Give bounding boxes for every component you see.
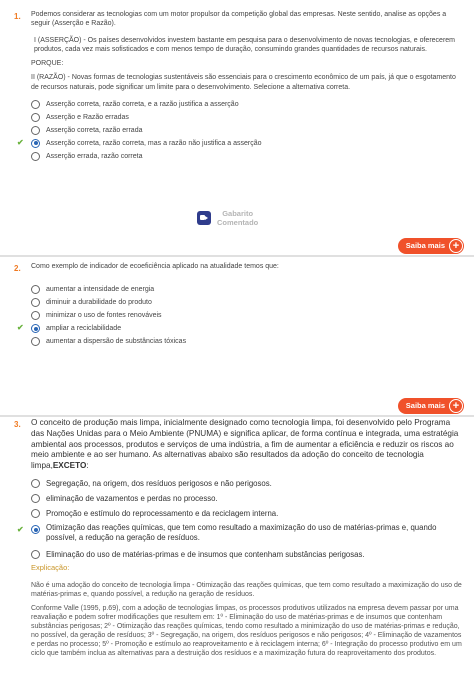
- option-a[interactable]: [31, 283, 463, 296]
- question-emphasis: EXCETO: [52, 461, 87, 471]
- radio-button[interactable]: [31, 479, 40, 488]
- options-list: [17, 476, 463, 562]
- saiba-mais-button[interactable]: [398, 398, 464, 414]
- option-d[interactable]: [17, 521, 463, 547]
- question-number: 3.: [14, 420, 21, 429]
- option-label: Segregação, na origem, dos resíduos perigosos e não perigosos.: [46, 478, 272, 488]
- option-label: Asserção e Razão erradas: [46, 113, 129, 121]
- option-e[interactable]: [31, 150, 463, 163]
- radio-button[interactable]: [31, 126, 40, 135]
- question-body: [17, 262, 463, 348]
- option-label: Asserção correta, razão errada: [46, 126, 143, 134]
- option-c[interactable]: [31, 309, 463, 322]
- question-body: [17, 10, 463, 163]
- option-label: diminuir a durabilidade do produto: [46, 299, 152, 307]
- question-main-text: O conceito de produção mais limpa, inicialmente designado como tecnologia limpa, foi desenvolvido pelo Programa das Nações Unidas para o Meio Ambiente (PNUMA) e significa aplicar, de forma contínua e integrada, uma estratégia ambiental aos processos, produtos e serviços de uma indústria, a fim de aumentar a eficiência e reduzir os riscos ao meio ambiente e ao ser humano. As alternativas abaixo são resultados da adoção do conceito de tecnologia limpa,: [31, 418, 459, 471]
- question-assertion: I (ASSERÇÃO) - Os países desenvolvidos investem bastante em pesquisa para o desenvolvimento de novas tecnologias, e oferecerem produtos, cada vez mais sofisticados e com menos tempo de duração, consumindo grandes quantidades de recursos naturais.: [34, 37, 455, 54]
- gabarito-comentado-button[interactable]: [197, 209, 258, 227]
- explanation-paragraph-1: Não é uma adoção do conceito de tecnologia limpa - Otimização das reações químicas, que tem como resultado a maximização do uso de matérias-primas e, quando possível, a redução na geração de resíduos.: [31, 581, 462, 598]
- correct-check-icon: ✔: [17, 137, 24, 147]
- radio-button[interactable]: [31, 298, 40, 307]
- saiba-mais-button[interactable]: [398, 238, 464, 254]
- question-number: 1.: [14, 12, 21, 21]
- options-list: [17, 283, 463, 348]
- option-e[interactable]: [31, 335, 463, 348]
- option-label: aumentar a intensidade de energia: [46, 286, 155, 294]
- option-d[interactable]: [17, 137, 463, 150]
- options-list: [17, 98, 463, 163]
- option-label: Promoção e estímulo do reprocessamento e da reciclagem interna.: [46, 508, 279, 518]
- radio-button[interactable]: [31, 311, 40, 320]
- explanation-title: Explicação:: [31, 563, 70, 572]
- saiba-mais-label: Saiba mais: [405, 241, 445, 251]
- explanation-section: [31, 563, 463, 664]
- gabarito-line2: Comentado: [217, 218, 259, 227]
- explanation-paragraph-2: Conforme Valle (1995, p.69), com a adoção de tecnologias limpas, os processos produtivos utilizados na empresa devem passar por uma reavaliação e podem sofrer modificações que resultem em: 1º - Eliminação do uso de matérias-primas e de insumos que contenham substâncias perigosas; 2º - Otimização das reações químicas, tendo como resultado a minimização do uso de matérias-primas e redução, no possível, da geração de resíduos; 3º - Segregação, na origem, dos resíduos perigosos e não perigosos; 4º - Eliminação de vazamentos e perdas no processo; 5º - Promoção e estímulo ao reaproveitamento e à reciclagem interna; 6º - Integração do processo produtivo em um ciclo que também inclua as alternativas para a destruição dos resíduos e a maximização futura do reaproveitamento dos produtos.: [31, 604, 462, 658]
- option-label: Asserção correta, razão correta, e a razão justifica a asserção: [46, 100, 239, 108]
- gabarito-line1: Gabarito: [222, 209, 254, 218]
- radio-button[interactable]: [31, 113, 40, 122]
- plus-icon: +: [449, 239, 463, 253]
- gabarito-label: [217, 209, 258, 227]
- radio-button-selected[interactable]: [31, 139, 40, 148]
- option-label: Asserção correta, razão correta, mas a razão não justifica a asserção: [46, 139, 262, 147]
- plus-icon: +: [449, 399, 463, 413]
- question-number: 2.: [14, 264, 21, 273]
- question-text: [31, 418, 463, 472]
- question-divider: [0, 415, 474, 417]
- option-e[interactable]: [31, 547, 463, 562]
- question-reason: II (RAZÃO) - Novas formas de tecnologias sustentáveis são essenciais para o crescimento econômico de um país, já que o esgotamento de recursos naturais, pode significar um limite para o desenvolvimento. Selecione a alternativa correta.: [31, 74, 456, 91]
- question-text: Como exemplo de indicador de ecoeficiência aplicado na atualidade temos que:: [31, 263, 279, 270]
- radio-button[interactable]: [31, 337, 40, 346]
- radio-button[interactable]: [31, 285, 40, 294]
- question-divider: [0, 255, 474, 257]
- correct-check-icon: ✔: [17, 323, 24, 333]
- question-porque: PORQUE:: [31, 60, 64, 68]
- option-label: aumentar a dispersão de substâncias tóxicas: [46, 338, 187, 346]
- option-label: minimizar o uso de fontes renováveis: [46, 312, 162, 320]
- option-b[interactable]: [31, 296, 463, 309]
- radio-button-selected[interactable]: [31, 525, 40, 534]
- option-c[interactable]: [31, 124, 463, 137]
- option-b[interactable]: [31, 491, 463, 506]
- option-label: Eliminação do uso de matérias-primas e de insumos que contenham substâncias perigosas.: [46, 549, 365, 559]
- option-label: ampliar a reciclabilidade: [46, 325, 122, 333]
- question-intro: Podemos considerar as tecnologias com um motor propulsor da competição global das empresas. Neste sentido, analise as opções a seguir (Asserção e Razão).: [31, 11, 447, 28]
- radio-button[interactable]: [31, 550, 40, 559]
- question-end: :: [86, 461, 89, 471]
- option-a[interactable]: [31, 476, 463, 491]
- option-a[interactable]: [31, 98, 463, 111]
- option-d[interactable]: [17, 322, 463, 335]
- radio-button[interactable]: [31, 509, 40, 518]
- option-label: eliminação de vazamentos e perdas no processo.: [46, 493, 218, 503]
- option-c[interactable]: [31, 506, 463, 521]
- radio-button[interactable]: [31, 494, 40, 503]
- radio-button[interactable]: [31, 152, 40, 161]
- saiba-mais-label: Saiba mais: [405, 401, 445, 411]
- radio-button[interactable]: [31, 100, 40, 109]
- question-body: [17, 418, 463, 562]
- video-icon: [197, 211, 211, 225]
- radio-button-selected[interactable]: [31, 324, 40, 333]
- correct-check-icon: ✔: [17, 525, 24, 535]
- option-label: Asserção errada, razão correta: [46, 152, 143, 160]
- option-label: Otimização das reações químicas, que tem como resultado a maximização do uso de matérias-primas e, quando possível, a redução na geração de resíduos.: [46, 523, 437, 543]
- option-b[interactable]: [31, 111, 463, 124]
